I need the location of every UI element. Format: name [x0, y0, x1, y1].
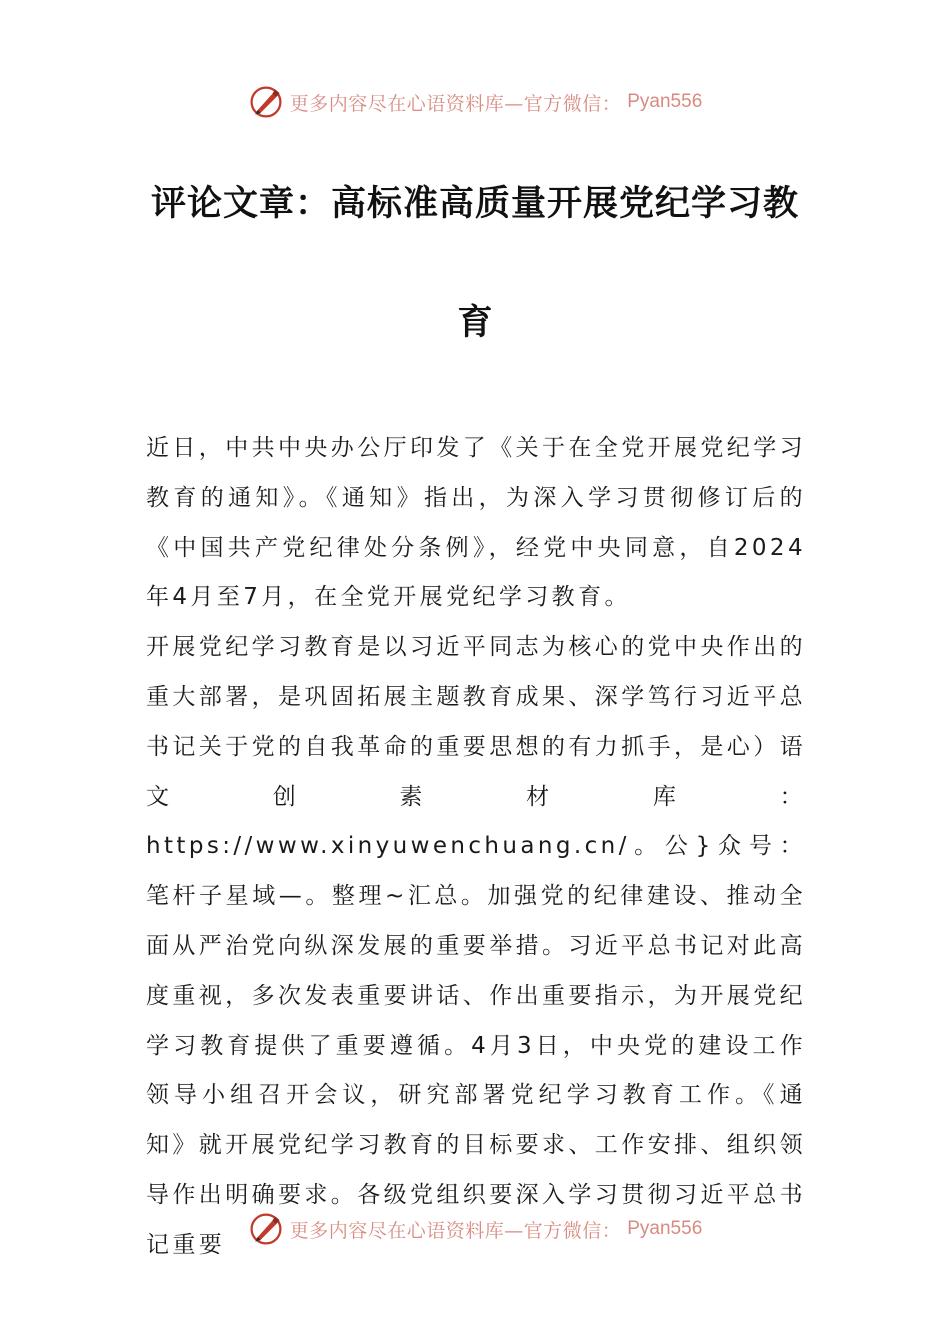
article-body [146, 424, 806, 1271]
pen-logo-icon [248, 1211, 284, 1247]
footer-watermark [0, 1209, 950, 1249]
pen-logo-icon [248, 84, 284, 120]
paragraph-1: 近日，中共中央办公厅印发了《关于在全党开展党纪学习教育的通知》。《通知》指出，为深入学习贯彻修订后的《中国共产党纪律处分条例》，经党中央同意，自2024年4月至7月，在全党开展党纪学习教育。 [146, 435, 806, 611]
watermark-text: 更多内容尽在心语资料库—官方微信： [289, 1219, 622, 1242]
watermark-text: 更多内容尽在心语资料库—官方微信： [289, 92, 622, 115]
header-watermark [0, 82, 950, 122]
document-title-line-1: 评论文章：高标准高质量开展党纪学习教 [150, 183, 799, 224]
watermark-wechat-id: Pyan556 [627, 91, 703, 112]
document-title-line-2: 育 [457, 302, 493, 343]
paragraph-2: 开展党纪学习教育是以习近平同志为核心的党中央作出的重大部署，是巩固拓展主题教育成果、深学笃行习近平总书记关于党的自我革命的重要思想的有力抓手，是心）语文创素材库：https://www.xinyuwenchuang.cn/。公}众号：笔杆子星域—。整理~汇总。加强党的纪律建设、推动全面从严治党向纵深发展的重要举措。习近平总书记对此高度重视，多次发表重要讲话、作出重要指示，为开展党纪学习教育提供了重要遵循。4月3日，中央党的建设工作领导小组召开会议，研究部署党纪学习教育工作。《通知》就开展党纪学习教育的目标要求、工作安排、组织领导作出明确要求。各级党组织要深入学习贯彻习近平总书记重要 [146, 634, 806, 1258]
watermark-wechat-id: Pyan556 [627, 1218, 703, 1239]
